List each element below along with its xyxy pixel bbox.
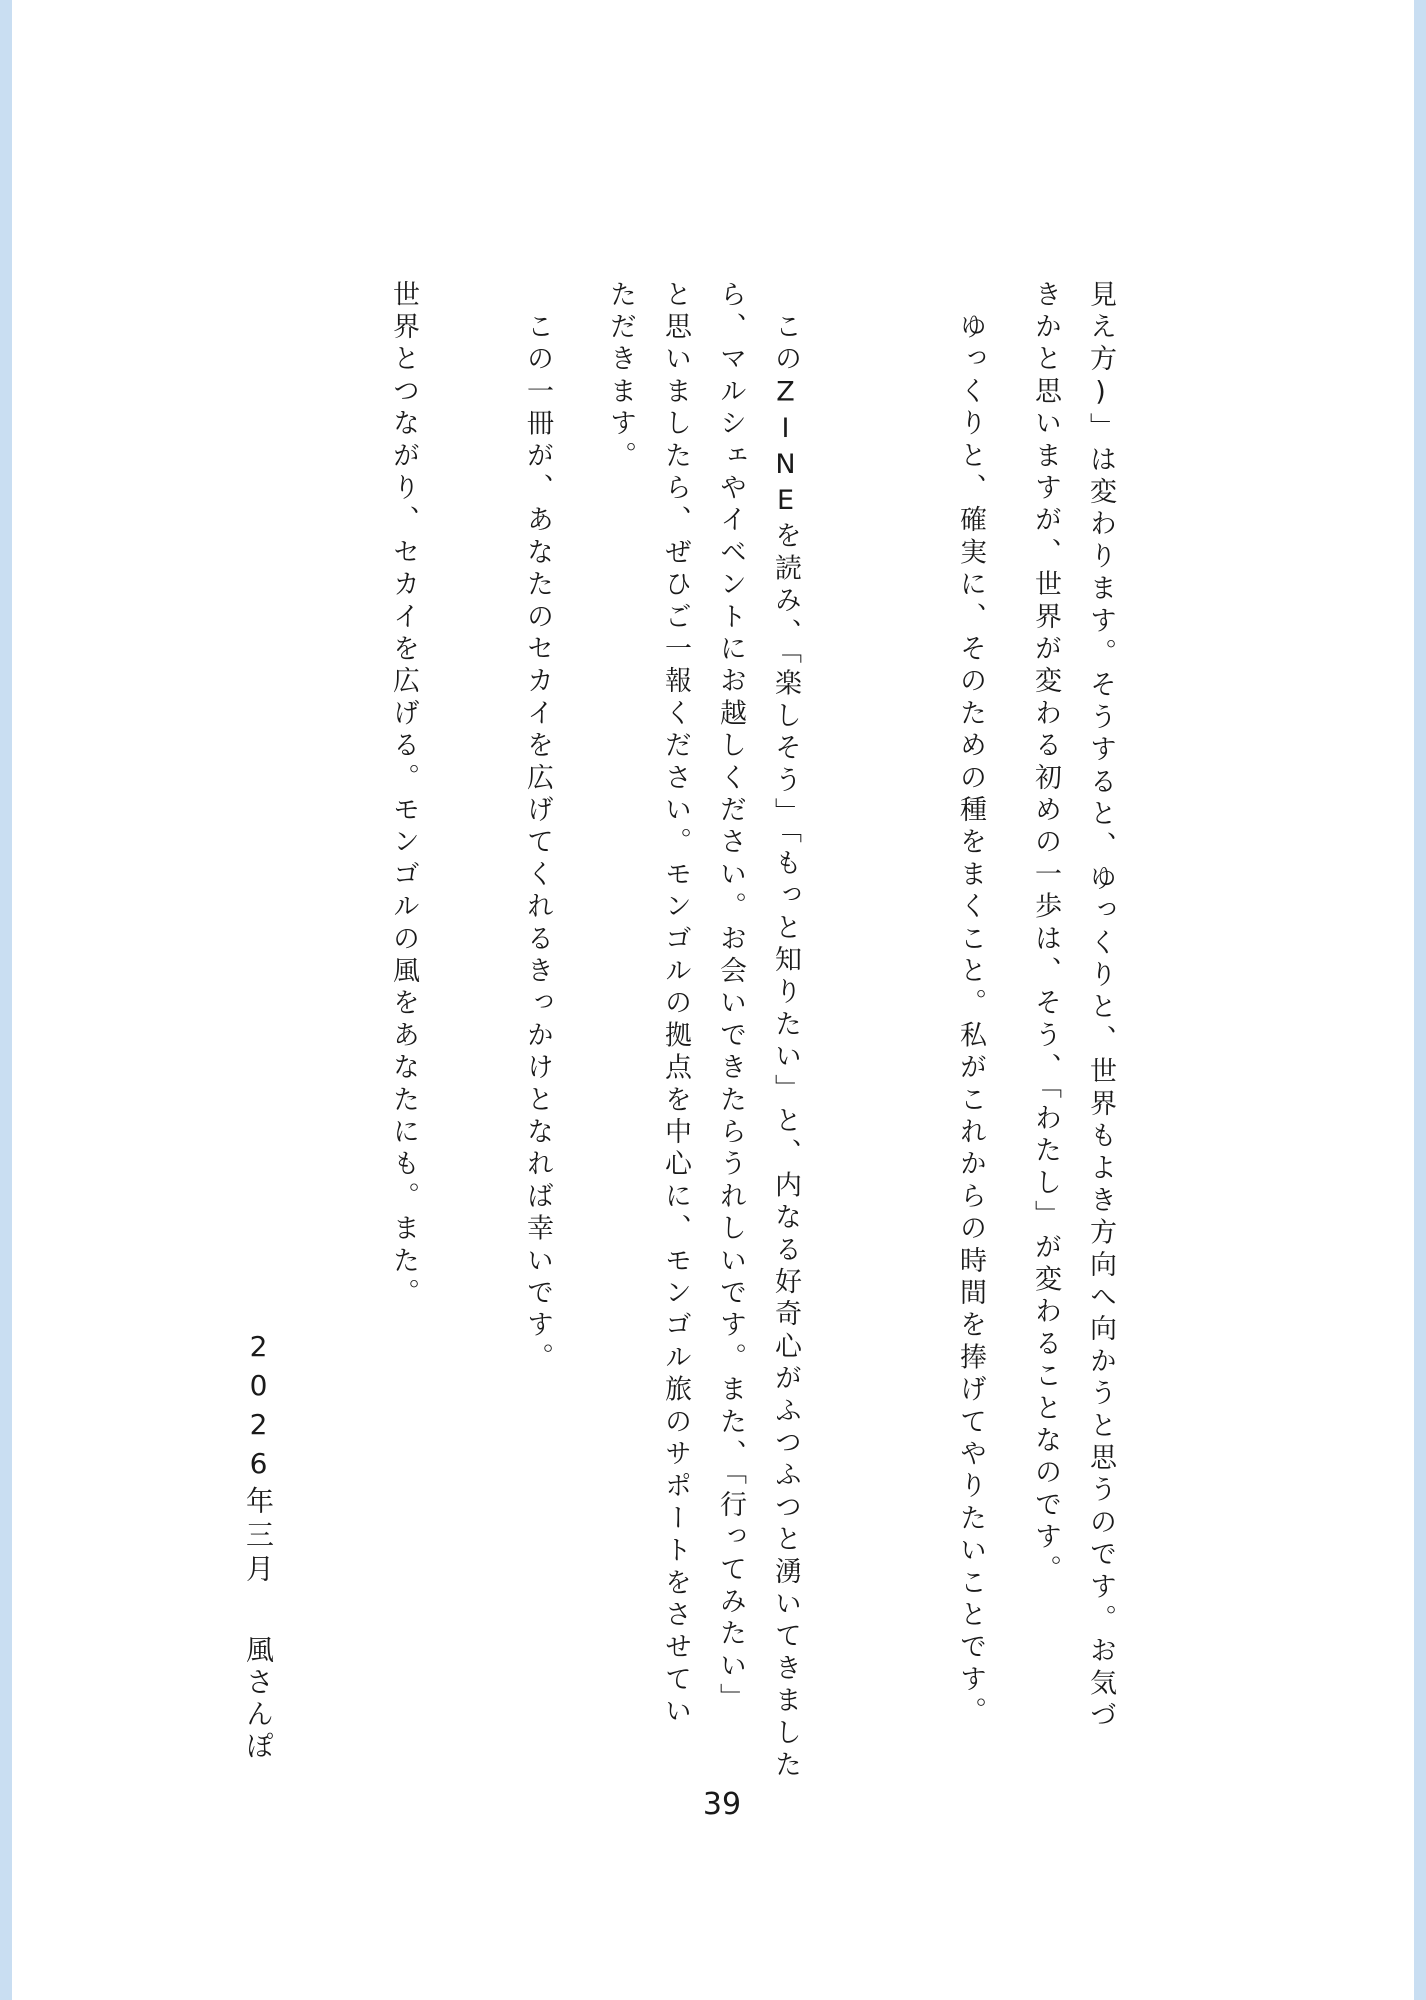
paragraph-closing-thoughts (1018, 280, 1128, 1733)
text-line: ただきます。 (605, 280, 636, 474)
page-number: 39 (702, 1787, 742, 1822)
paragraph-planting-seeds (943, 280, 998, 1729)
text-line: このZINEを読み、「楽しそう」「もっと知りたい」と、内なる好奇心がふつふつと湧いてきました (770, 280, 801, 1783)
signature-date: 2026年三月 (242, 1330, 275, 1588)
text-line: 世界とつながり、セカイを広げる。モンゴルの風をあなたにも。また。 (388, 280, 419, 1311)
paragraph-hope (510, 280, 565, 1375)
text-line: きかと思いますが、世界が変わる初めの一歩は、そう、「わたし」が変わることなのです。 (1030, 280, 1061, 1587)
text-line: と思いましたら、ぜひご一報ください。モンゴルの拠点を中心に、モンゴル旅のサポートをさせてい (660, 280, 691, 1729)
signature-author: 風さんぽ (242, 1635, 275, 1763)
text-line: この一冊が、あなたのセカイを広げてくれるきっかけとなれば幸いです。 (522, 280, 553, 1375)
text-line: ら、マルシェやイベントにお越しください。お会いできたらうれしいです。また、「行ってみたい」 (715, 280, 746, 1716)
paragraph-farewell (376, 280, 431, 1310)
book-page (12, 0, 1414, 2000)
text-line: 見え方)」は変わります。そうすると、ゆっくりと、世界もよき方向へ向かうと思うのです。お気づ (1085, 280, 1116, 1733)
paragraph-invitation (593, 280, 813, 1782)
text-line: ゆっくりと、確実に、そのための種をまくこと。私がこれからの時間を捧げてやりたいことです。 (955, 280, 986, 1729)
